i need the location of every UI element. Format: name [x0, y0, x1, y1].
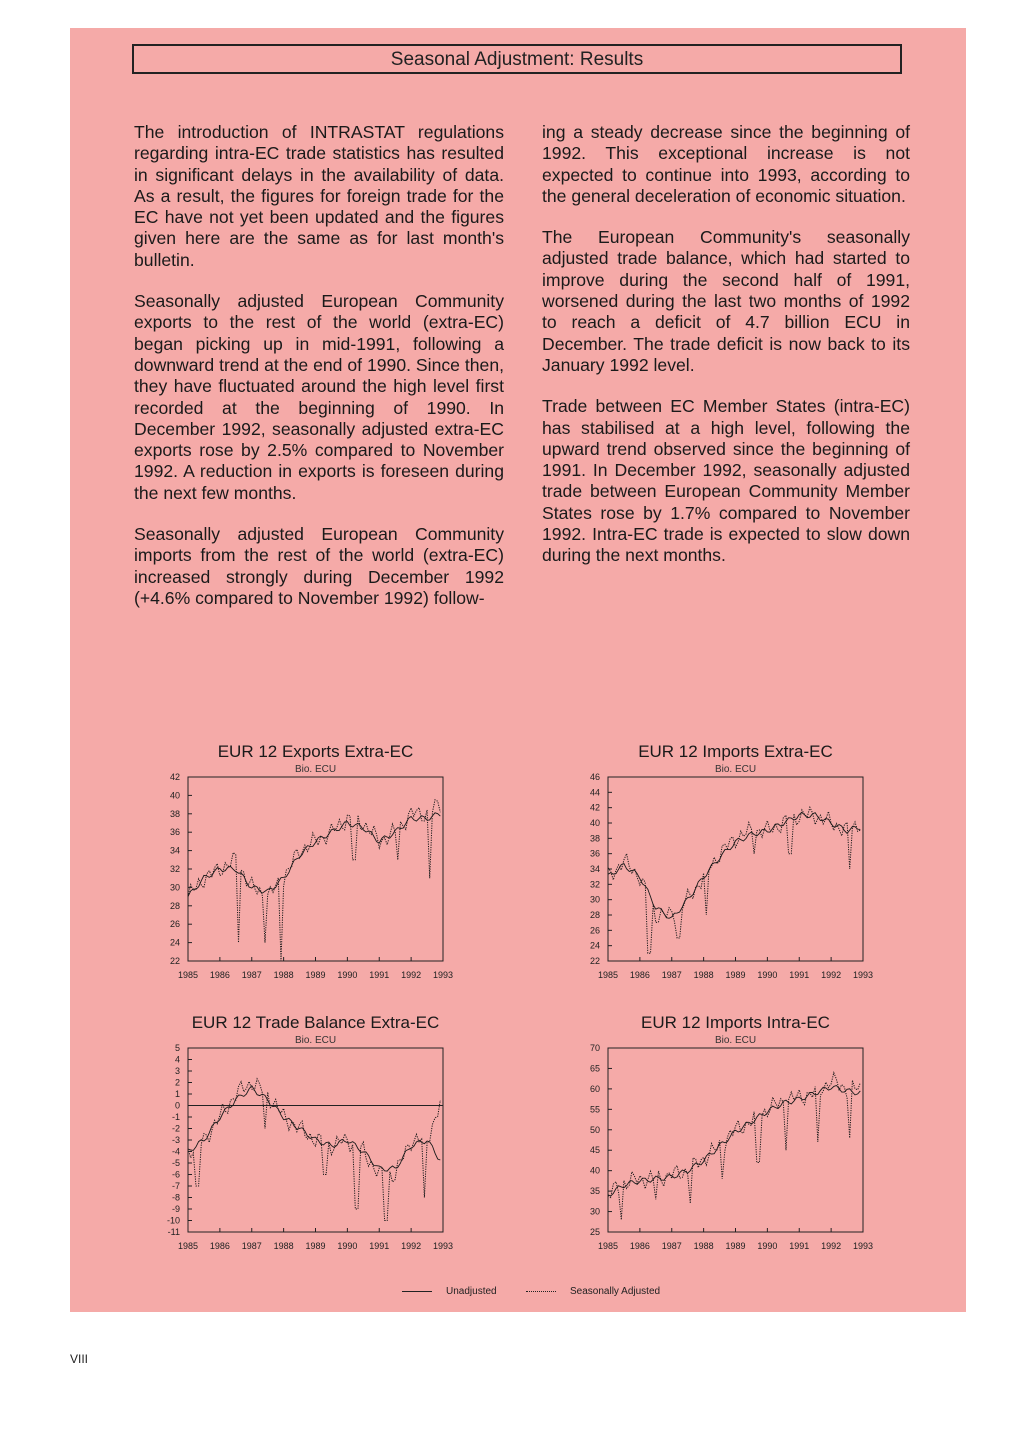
x-tick-label: 1990: [337, 970, 358, 980]
y-tick-label: 32: [589, 879, 600, 890]
page-number: VIII: [70, 1352, 89, 1366]
y-tick-label: 45: [589, 1145, 600, 1156]
y-tick-label: 34: [589, 864, 600, 874]
y-tick-label: 2: [174, 1077, 180, 1088]
y-tick-label: 26: [169, 919, 180, 930]
legend-label: Unadjusted: [446, 1286, 497, 1297]
x-tick-label: 1992: [401, 970, 422, 980]
chart-unit-label: Bio. ECU: [714, 764, 757, 775]
y-tick-label: 4: [174, 1054, 180, 1065]
y-tick-label: -11: [167, 1227, 180, 1237]
x-tick-label: 1991: [369, 1241, 390, 1251]
y-tick-label: 70: [589, 1043, 600, 1053]
plot-frame: [608, 1048, 863, 1232]
x-tick-label: 1988: [693, 1241, 714, 1251]
y-tick-label: 0: [174, 1100, 180, 1111]
chart-imports-extra-ec: [560, 735, 880, 1000]
x-tick-label: 1989: [725, 970, 746, 980]
x-tick-label: 1989: [305, 970, 326, 980]
legend-label: Seasonally Adjusted: [570, 1286, 661, 1297]
y-tick-label: 24: [589, 940, 600, 951]
x-tick-label: 1991: [369, 970, 390, 980]
series-line-unadjusted: [188, 800, 440, 961]
plot-frame: [608, 777, 863, 961]
y-tick-label: 38: [589, 833, 600, 844]
y-tick-label: 30: [589, 1206, 600, 1217]
y-tick-label: 5: [174, 1043, 180, 1053]
y-tick-label: 50: [589, 1124, 600, 1135]
paragraph: The European Community's seasonally adjusted trade balance, which had started to improve during the second half of 1991, worsened during the last two months of 1992 to reach a deficit of 4.7 billion ECU in December. The trade deficit is now back to its January 1992 level.: [542, 227, 910, 375]
y-tick-label: -8: [171, 1192, 180, 1203]
y-tick-label: -5: [171, 1158, 180, 1168]
x-tick-label: 1992: [401, 1241, 422, 1251]
y-tick-label: 55: [589, 1104, 600, 1115]
y-tick-label: 34: [169, 845, 180, 856]
x-tick-label: 1986: [209, 970, 230, 980]
x-tick-label: 1987: [661, 970, 682, 980]
x-tick-label: 1987: [661, 1241, 682, 1251]
y-tick-label: 22: [169, 956, 180, 966]
y-tick-label: 44: [589, 787, 600, 798]
series-line-unadjusted: [188, 1079, 440, 1221]
y-tick-label: 36: [169, 827, 180, 838]
x-tick-label: 1991: [789, 970, 810, 980]
x-tick-label: 1985: [597, 1241, 619, 1251]
paragraph: ing a steady decrease since the beginning of 1992. This exceptional increase is not expected to continue into 1993, according to the general deceleration of economic situation.: [542, 122, 910, 206]
chart-unit-label: Bio. ECU: [714, 1035, 757, 1046]
x-tick-label: 1988: [273, 1241, 294, 1251]
chart-unit-label: Bio. ECU: [294, 1035, 337, 1046]
chart-exports-extra-ec: [140, 735, 460, 1000]
x-tick-label: 1990: [757, 1241, 778, 1251]
chart-imports-intra-ec: [560, 1006, 880, 1271]
series-line-unadjusted: [608, 1073, 860, 1220]
y-tick-label: -6: [171, 1169, 180, 1180]
y-tick-label: 42: [169, 772, 180, 782]
x-tick-label: 1993: [432, 1241, 454, 1251]
legend-seasonally-adjusted: [526, 1286, 660, 1297]
y-tick-label: 30: [169, 882, 180, 893]
x-tick-label: 1992: [821, 970, 842, 980]
y-tick-label: 22: [589, 956, 600, 966]
legend-unadjusted: [402, 1286, 497, 1297]
text-column-left: [134, 122, 504, 629]
x-tick-label: 1989: [305, 1241, 326, 1251]
x-tick-label: 1986: [209, 1241, 230, 1251]
y-tick-label: -2: [171, 1123, 180, 1134]
y-tick-label: 32: [169, 864, 180, 874]
x-tick-label: 1985: [177, 970, 199, 980]
paragraph: Trade between EC Member States (intra-EC) has stabilised at a high level, following the upward trend observed since the beginning of 1991. In December 1992, seasonally adjusted trade between European Community Member States rose by 1.7% compared to November 1992. Intra-EC trade is expected to slow down during the next months.: [542, 396, 910, 566]
x-tick-label: 1988: [693, 970, 714, 980]
y-tick-label: 40: [589, 818, 600, 828]
y-tick-label: 40: [169, 790, 180, 801]
y-tick-label: 25: [589, 1227, 600, 1237]
y-tick-label: 46: [589, 772, 600, 782]
page-title: Seasonal Adjustment: Results: [132, 44, 902, 74]
chart-unit-label: Bio. ECU: [294, 764, 337, 775]
x-tick-label: 1985: [597, 970, 619, 980]
y-tick-label: 60: [589, 1083, 600, 1094]
legend-solid-swatch: [402, 1291, 432, 1292]
x-tick-label: 1993: [852, 1241, 874, 1251]
y-tick-label: 65: [589, 1063, 600, 1074]
series-line-seasonally-adjusted: [608, 1086, 860, 1197]
legend-dotted-swatch: [526, 1291, 556, 1292]
paragraph: Seasonally adjusted European Community exports to the rest of the world (extra-EC) began picking up in mid-1991, following a downward trend at the end of 1990. Since then, they have fluctuated around the high level first recorded at the beginning of 1990. In December 1992, seasonally adjusted extra-EC exports rose by 2.5% compared to November 1992. A reduction in exports is foreseen during the next few months.: [134, 291, 504, 503]
y-tick-label: 28: [169, 900, 180, 911]
chart-title: EUR 12 Trade Balance Extra-EC: [191, 1013, 440, 1032]
x-tick-label: 1986: [629, 1241, 650, 1251]
y-tick-label: 3: [174, 1066, 180, 1076]
y-tick-label: -1: [171, 1112, 180, 1122]
y-tick-label: 26: [589, 925, 600, 936]
y-tick-label: 35: [589, 1186, 600, 1197]
y-tick-label: 24: [169, 937, 180, 948]
paragraph: Seasonally adjusted European Community imports from the rest of the world (extra-EC) increased strongly during December 1992 (+4.6% compared to November 1992) follow-: [134, 524, 504, 608]
y-tick-label: 36: [589, 848, 600, 859]
x-tick-label: 1989: [725, 1241, 746, 1251]
y-tick-label: 40: [589, 1165, 600, 1176]
series-line-seasonally-adjusted: [188, 1086, 440, 1172]
x-tick-label: 1993: [432, 970, 454, 980]
chart-title: EUR 12 Imports Extra-EC: [638, 742, 833, 761]
x-tick-label: 1990: [337, 1241, 358, 1251]
x-tick-label: 1987: [241, 1241, 262, 1251]
y-tick-label: -3: [171, 1135, 180, 1145]
x-tick-label: 1993: [852, 970, 874, 980]
x-tick-label: 1991: [789, 1241, 810, 1251]
y-tick-label: 38: [169, 808, 180, 819]
chart-trade-balance-extra-ec: [140, 1006, 460, 1271]
text-column-right: [542, 122, 910, 587]
y-tick-label: 42: [589, 802, 600, 813]
plot-frame: [188, 1048, 443, 1232]
y-tick-label: -9: [171, 1204, 180, 1214]
y-tick-label: -4: [171, 1146, 180, 1157]
paragraph: The introduction of INTRASTAT regulations regarding intra-EC trade statistics has resulted in significant delays in the availability of data. As a result, the figures for foreign trade for the EC have not yet been updated and the figures given here are the same as for last month's bulletin.: [134, 122, 504, 270]
x-tick-label: 1986: [629, 970, 650, 980]
x-tick-label: 1987: [241, 970, 262, 980]
y-tick-label: -10: [166, 1215, 180, 1226]
y-tick-label: -7: [171, 1181, 180, 1191]
series-line-unadjusted: [608, 807, 860, 953]
y-tick-label: 28: [589, 910, 600, 920]
chart-title: EUR 12 Exports Extra-EC: [217, 742, 414, 761]
x-tick-label: 1985: [177, 1241, 199, 1251]
x-tick-label: 1992: [821, 1241, 842, 1251]
x-tick-label: 1990: [757, 970, 778, 980]
chart-title: EUR 12 Imports Intra-EC: [641, 1013, 830, 1032]
x-tick-label: 1988: [273, 970, 294, 980]
y-tick-label: 1: [174, 1089, 180, 1099]
y-tick-label: 30: [589, 894, 600, 905]
